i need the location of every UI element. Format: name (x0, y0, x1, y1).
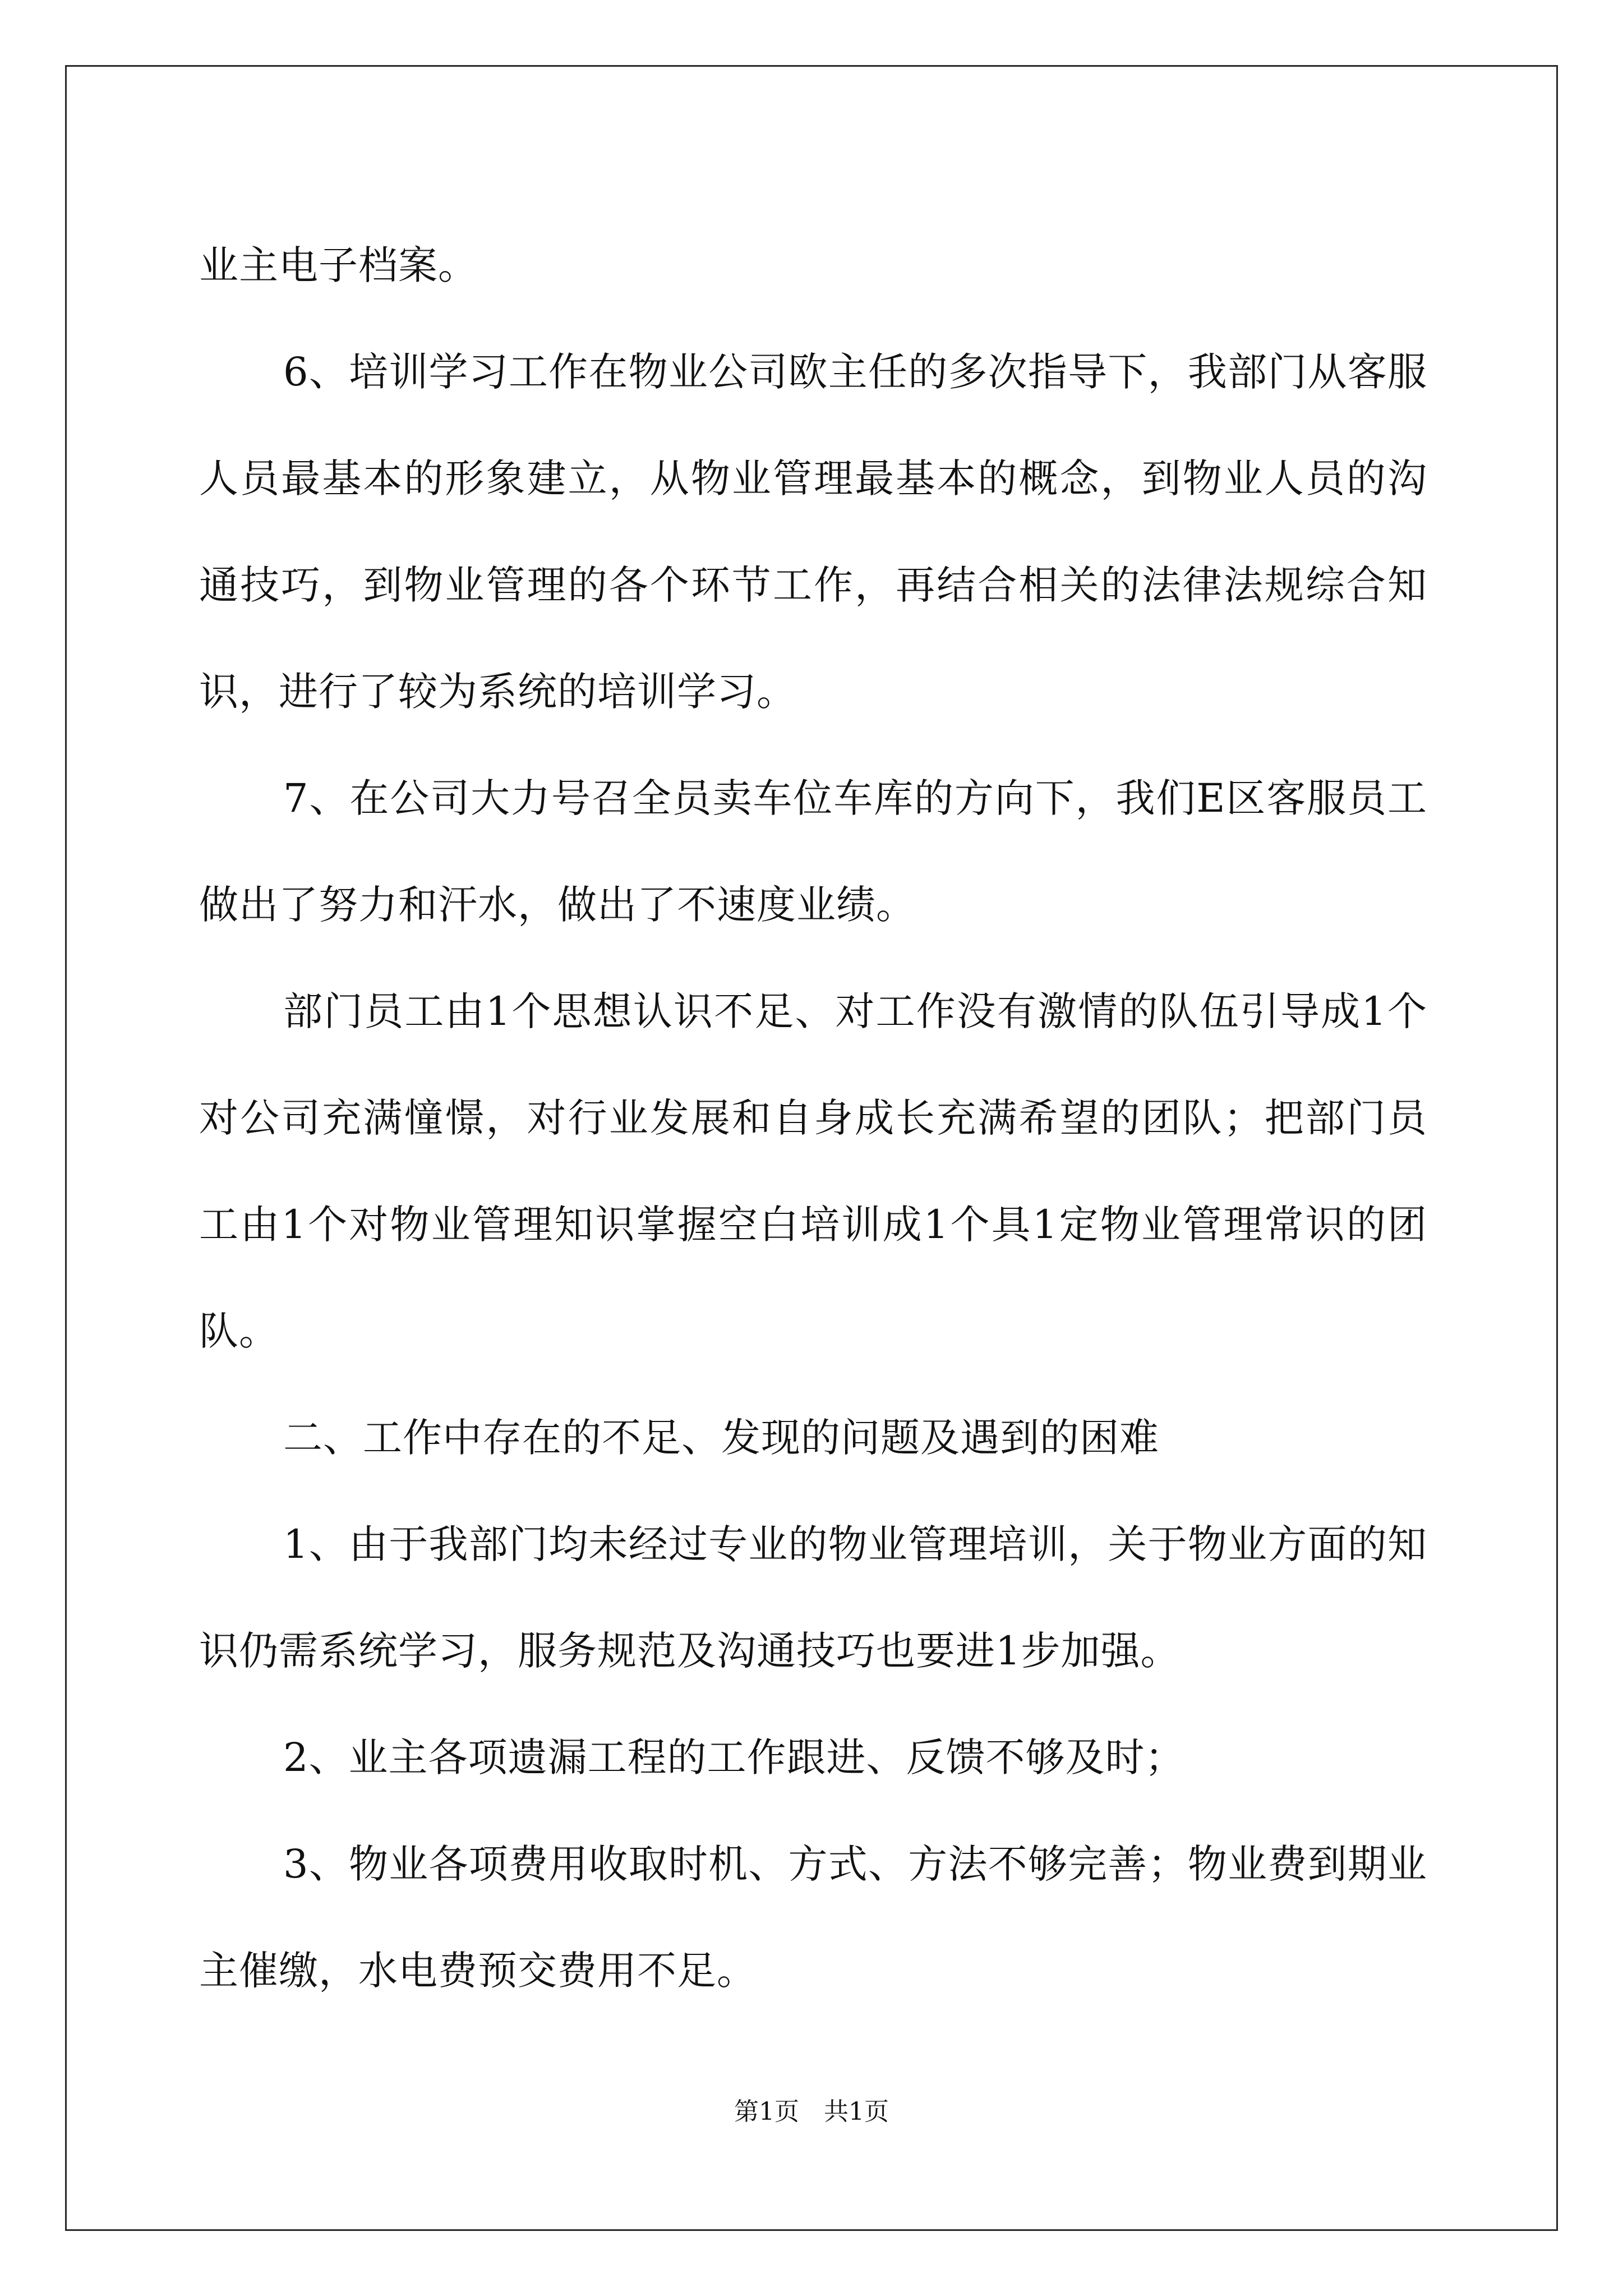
page-number: 第1页 (734, 2097, 799, 2126)
page-footer (0, 2095, 1623, 2129)
paragraph-5: 1、由于我部门均未经过专业的物业管理培训，关于物业方面的知识仍需系统学习，服务规范及沟通技巧也要进1步加强。 (199, 1521, 1427, 1674)
paragraph-2: 6、培训学习工作在物业公司欧主任的多次指导下，我部门从客服人员最基本的形象建立，从物业管理最基本的概念，到物业人员的沟通技巧，到物业管理的各个环节工作，再结合相关的法律法规综合知识，进行了较为系统的培训学习。 (199, 349, 1427, 715)
total-pages: 共1页 (824, 2097, 889, 2126)
paragraph-6: 2、业主各项遗漏工程的工作跟进、反馈不够及时； (283, 1734, 1185, 1780)
paragraph-4: 部门员工由1个思想认识不足、对工作没有激情的队伍引导成1个对公司充满憧憬，对行业发展和自身成长充满希望的团队；把部门员工由1个对物业管理知识掌握空白培训成1个具1定物业管理常识的团队。 (199, 988, 1427, 1354)
section-heading: 二、工作中存在的不足、发现的问题及遇到的困难 (283, 1415, 1159, 1461)
paragraph-7: 3、物业各项费用收取时机、方式、方法不够完善；物业费到期业主催缴，水电费预交费用不足。 (199, 1841, 1427, 1994)
document-body (199, 212, 1427, 2024)
paragraph-1: 业主电子档案。 (199, 242, 478, 288)
paragraph-3: 7、在公司大力号召全员卖车位车库的方向下，我们E区客服员工做出了努力和汗水，做出了不速度业绩。 (199, 775, 1427, 928)
